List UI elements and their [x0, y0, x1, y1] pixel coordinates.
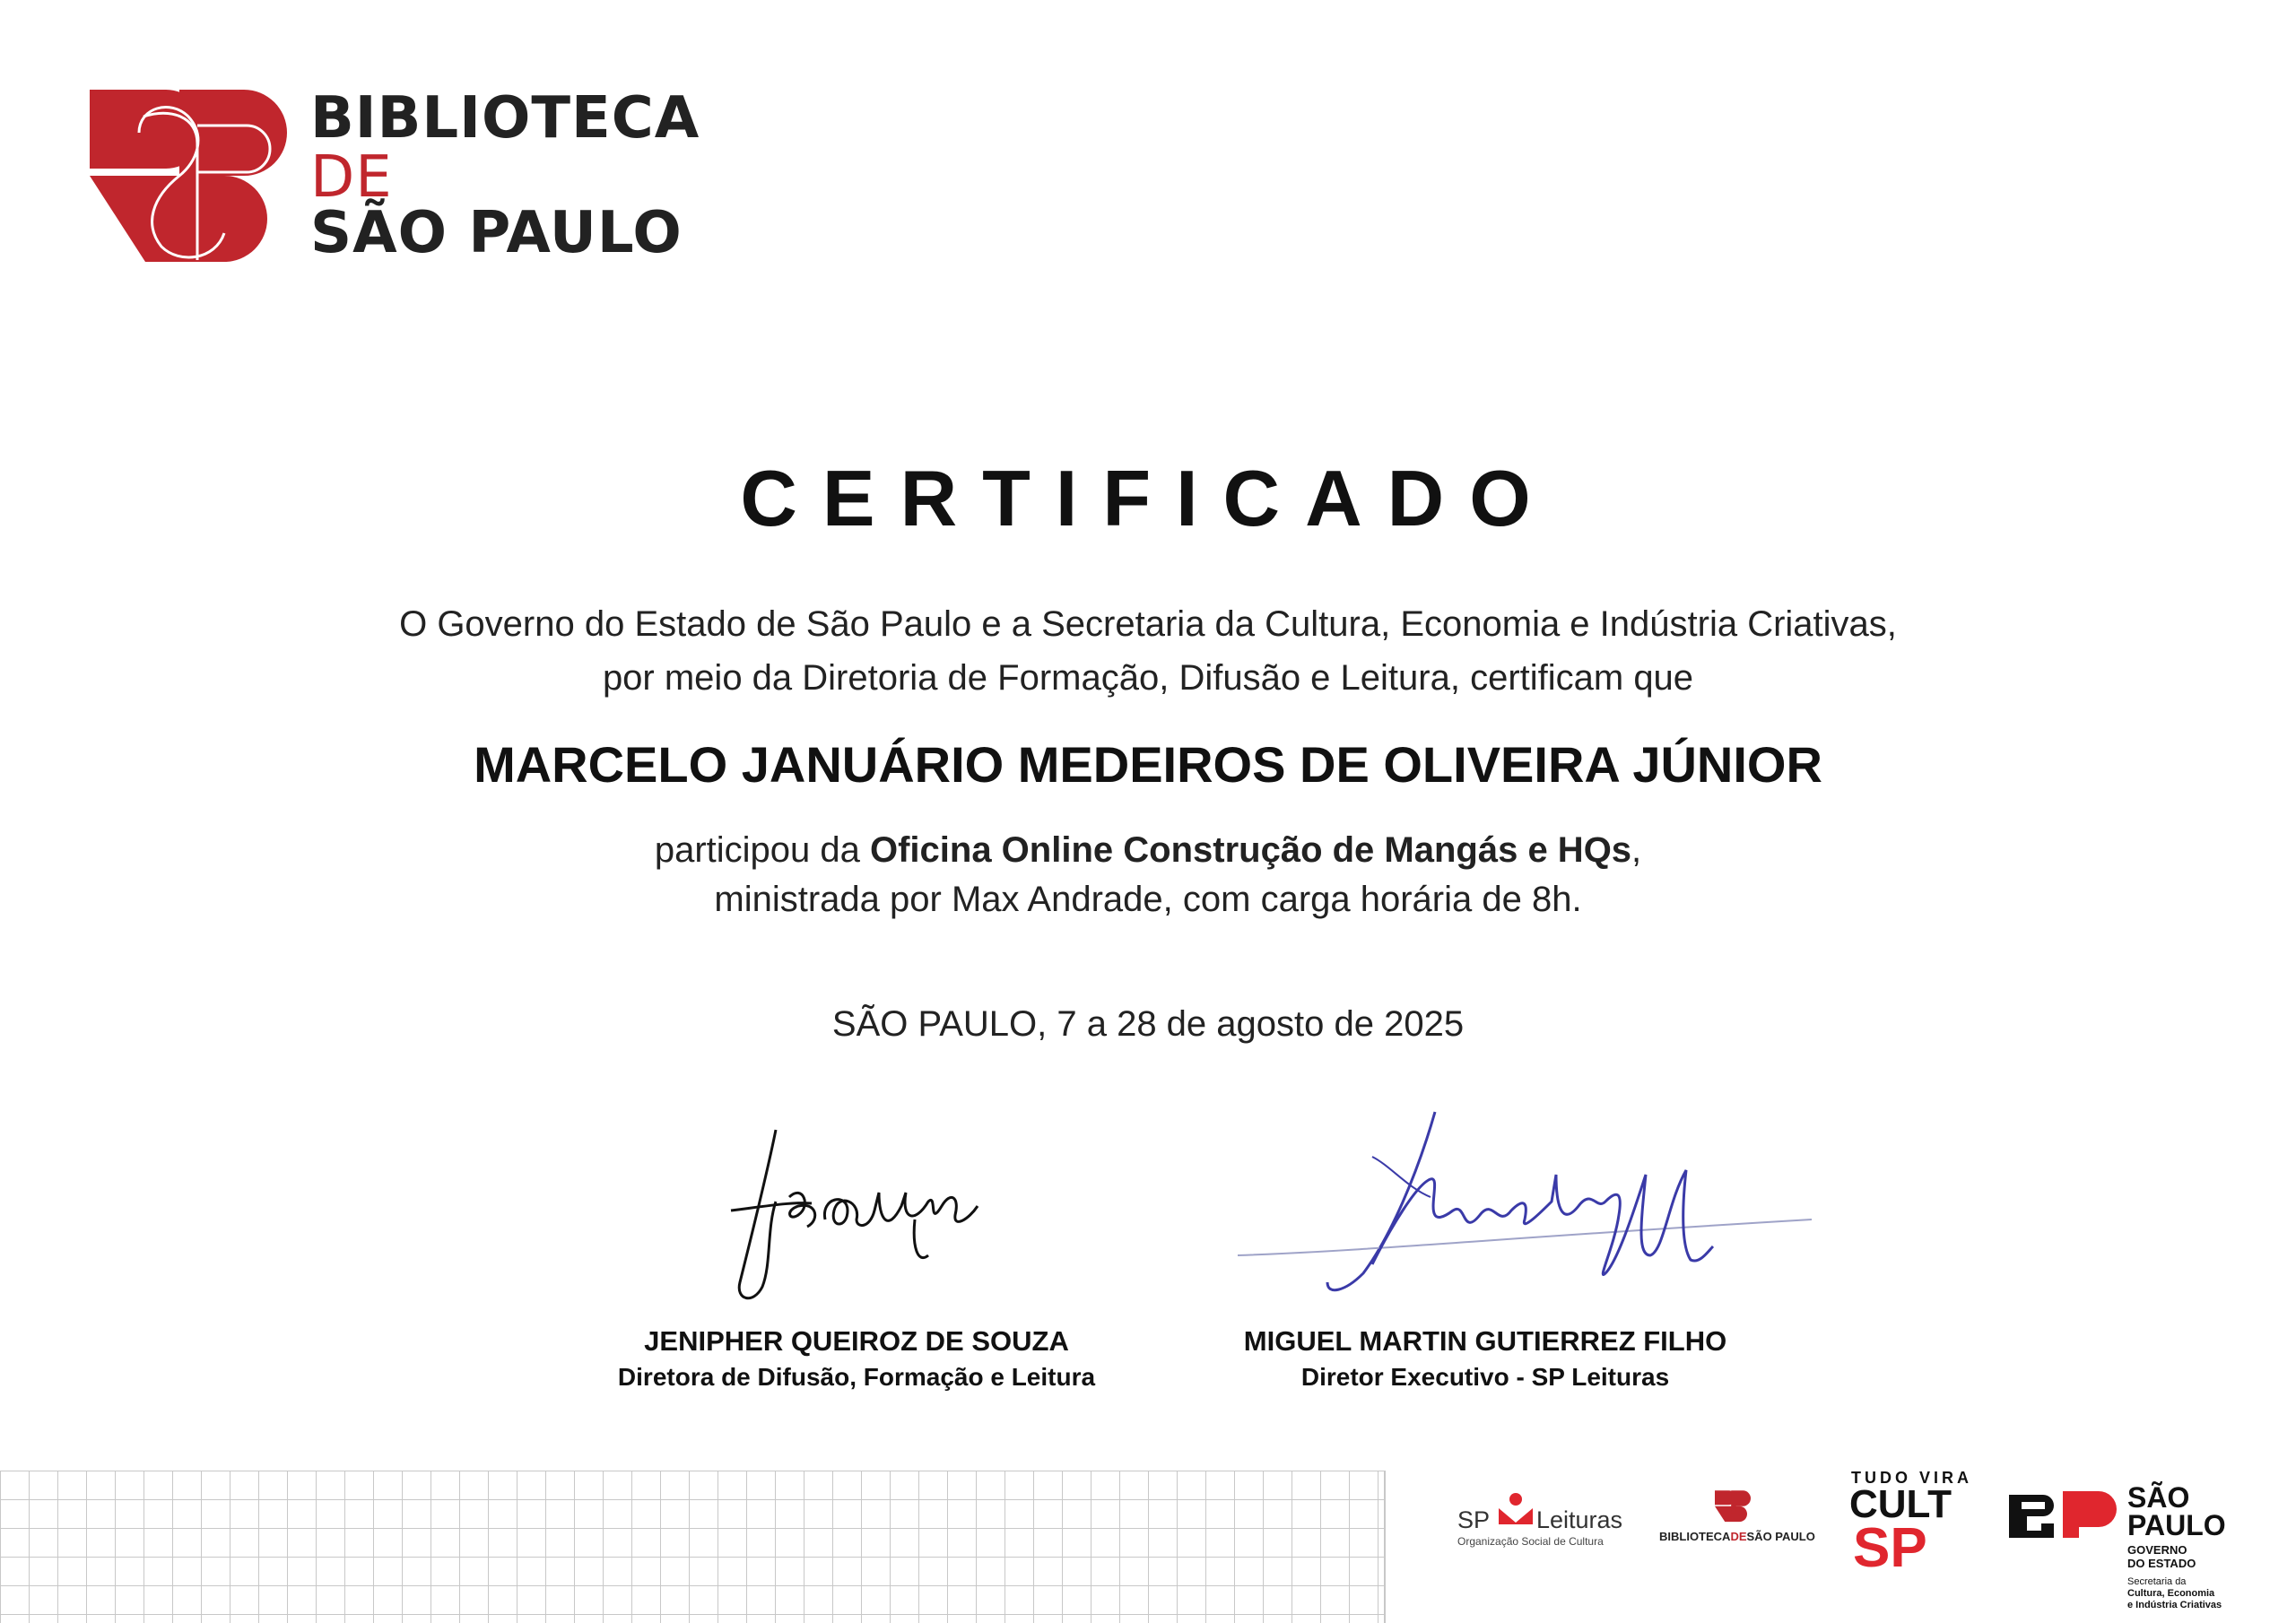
bsp-small-mark-icon — [1715, 1490, 1751, 1523]
bsp-small-b: DE — [1730, 1530, 1747, 1543]
gov-sub-line-1: GOVERNO — [2127, 1543, 2187, 1557]
participation-line — [0, 825, 2296, 875]
sp-leituras-org-text: Organização Social de Cultura — [1457, 1535, 1604, 1548]
gov-sec-line-3: e Indústria Criativas — [2127, 1600, 2222, 1610]
sp-leituras-sp-text: SP — [1457, 1506, 1491, 1533]
sp-leituras-name-text: Leituras — [1536, 1506, 1623, 1533]
logo-text-biblioteca: BIBLIOTECA — [310, 85, 700, 152]
bsp-small-text — [1659, 1530, 1815, 1543]
gov-title — [2127, 1481, 2226, 1541]
sp-government-mark-icon — [2009, 1491, 2117, 1538]
signer-2-role: Diretor Executivo - SP Leituras — [1300, 1363, 1670, 1391]
bsp-small-a: BIBLIOTECA — [1659, 1530, 1731, 1543]
biblioteca-sao-paulo-small-logo — [1659, 1490, 1821, 1544]
intro-line-1: O Governo do Estado de São Paulo e a Secretaria da Cultura, Economia e Indústria Criativas, — [399, 604, 1897, 644]
gov-secretariat — [2127, 1576, 2222, 1611]
cult-top-text: TUDO VIRA — [1851, 1469, 1972, 1487]
recipient-name: MARCELO JANUÁRIO MEDEIROS DE OLIVEIRA JÚNIOR — [474, 736, 1822, 793]
bsp-small-c: SÃO PAULO — [1746, 1530, 1815, 1543]
signature-gutierrez-image — [1238, 1103, 1812, 1327]
gov-sec-line-1: Secretaria da — [2127, 1576, 2187, 1587]
gov-subtitle — [2127, 1543, 2196, 1570]
signer-1-role: Diretora de Difusão, Formação e Leitura — [617, 1363, 1096, 1391]
governo-sao-paulo-logo — [2009, 1481, 2278, 1619]
place-date: SÃO PAULO, 7 a 28 de agosto de 2025 — [831, 1004, 1465, 1044]
cult-mid-text: CULT — [1849, 1482, 1952, 1526]
certificate-title: CERTIFICADO — [740, 454, 1556, 542]
biblioteca-sao-paulo-logo-mark — [90, 90, 287, 265]
logo-text-de: DE — [310, 144, 393, 211]
gov-title-line-2: PAULO — [2127, 1509, 2226, 1541]
sp-leituras-logo — [1457, 1487, 1623, 1548]
signature-souza-image — [713, 1121, 1036, 1309]
course-name: Oficina Online Construção de Mangás e HQs — [869, 830, 1632, 870]
course-details: ministrada por Max Andrade, com carga horária de 8h. — [714, 880, 1582, 919]
signer-2-name: MIGUEL MARTIN GUTIERREZ FILHO — [1243, 1325, 1727, 1357]
intro-line-2: por meio da Diretoria de Formação, Difusão e Leitura, certificam que — [602, 658, 1694, 698]
participation-prefix: participou da — [654, 830, 870, 870]
gov-sub-line-2: DO ESTADO — [2127, 1557, 2196, 1570]
logo-text-sao-paulo: SÃO PAULO — [310, 200, 683, 266]
gov-sec-line-2: Cultura, Economia — [2127, 1588, 2215, 1599]
decorative-grid — [0, 1471, 1386, 1623]
gov-title-line-1: SÃO — [2127, 1481, 2190, 1514]
sp-leituras-mark-icon — [1499, 1492, 1533, 1528]
signer-1-name: JENIPHER QUEIROZ DE SOUZA — [644, 1325, 1069, 1357]
cult-bottom-text: SP — [1853, 1517, 1927, 1579]
participation-suffix: , — [1631, 830, 1642, 870]
tudo-vira-cult-sp-logo — [1848, 1469, 1973, 1579]
